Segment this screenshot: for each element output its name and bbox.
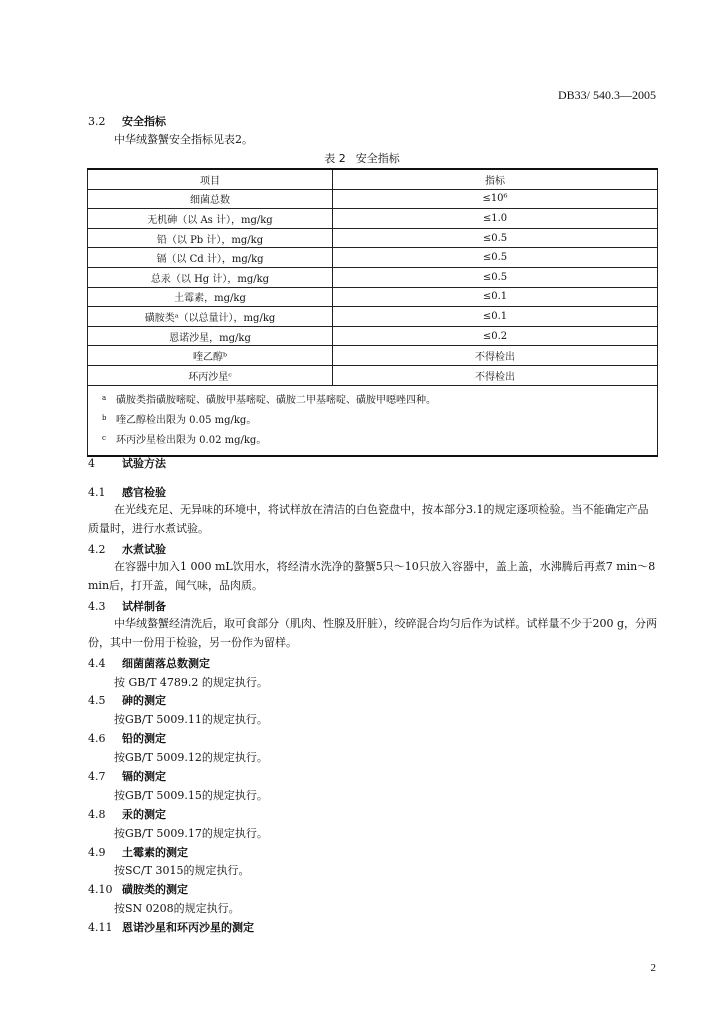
section-heading-4-5 bbox=[88, 692, 166, 708]
section-heading-4-1 bbox=[88, 484, 166, 500]
section-title: 铅的测定 bbox=[122, 732, 166, 745]
table-cell-item: 土霉素，mg/kg bbox=[88, 287, 333, 307]
section-number: 4.8 bbox=[88, 808, 106, 821]
section-number: 4.9 bbox=[88, 846, 106, 859]
section-4-3-text: 中华绒螯蟹经清洗后，取可食部分（肌肉、性腺及肝脏），绞碎混合均匀后作为试样。试样量不少于200 g，分两份，其中一份用于检验，另一份作为留样。 bbox=[88, 617, 658, 649]
table-cell-value: ≤1.0 bbox=[333, 209, 658, 229]
section-number: 4.7 bbox=[88, 770, 106, 783]
footnote-b bbox=[102, 411, 649, 431]
table-row bbox=[88, 209, 658, 229]
section-number: 4.5 bbox=[88, 694, 106, 707]
section-number: 4.10 bbox=[88, 883, 113, 896]
section-4-2-text: 在容器中加入1 000 mL饮用水，将经清水洗净的螯蟹5只～10只放入容器中，盖上盖，水沸腾后再煮7 min～8 min后，打开盖，闻气味，品肉质。 bbox=[88, 560, 656, 592]
footnote-text: 环丙沙星检出限为 0.02 mg/kg。 bbox=[116, 434, 267, 446]
table-row bbox=[88, 189, 658, 209]
section-title: 安全指标 bbox=[122, 115, 166, 128]
footnote-mark: a bbox=[102, 393, 107, 402]
footnote-a bbox=[102, 391, 649, 411]
table-cell-item: 无机砷（以 As 计），mg/kg bbox=[88, 209, 333, 229]
table-cell-value: ≤0.5 bbox=[333, 248, 658, 268]
section-number: 4.3 bbox=[88, 600, 106, 613]
table-cell-item: 恩诺沙星，mg/kg bbox=[88, 326, 333, 346]
column-header-item: 项目 bbox=[88, 169, 333, 189]
table-cell-item: 铅（以 Pb 计），mg/kg bbox=[88, 228, 333, 248]
section-title: 试样制备 bbox=[122, 600, 166, 613]
section-heading-4-3 bbox=[88, 598, 166, 614]
table-cell-item: 环丙沙星ᶜ bbox=[88, 365, 333, 385]
table-footnotes bbox=[88, 385, 658, 456]
table-caption bbox=[0, 150, 724, 166]
section-4-10-text: 按SN 0208的规定执行。 bbox=[114, 902, 240, 915]
table-footnote-row bbox=[88, 385, 658, 456]
table-cell-value: ≤0.5 bbox=[333, 228, 658, 248]
table-row bbox=[88, 228, 658, 248]
section-number: 4.2 bbox=[88, 543, 106, 556]
table-row bbox=[88, 346, 658, 366]
table-row bbox=[88, 326, 658, 346]
footnote-mark: c bbox=[102, 433, 106, 442]
section-heading-3-2 bbox=[88, 113, 166, 129]
section-4-9-text: 按SC/T 3015的规定执行。 bbox=[114, 864, 250, 877]
safety-indicator-table bbox=[87, 168, 658, 457]
table-cell-item: 细菌总数 bbox=[88, 189, 333, 209]
section-title: 细菌菌落总数测定 bbox=[122, 657, 210, 670]
section-4-5-text: 按GB/T 5009.11的规定执行。 bbox=[114, 713, 268, 726]
section-title: 磺胺类的测定 bbox=[122, 883, 188, 896]
section-title: 感官检验 bbox=[122, 486, 166, 499]
section-4-4-text: 按 GB/T 4789.2 的规定执行。 bbox=[114, 676, 268, 689]
section-title: 砷的测定 bbox=[122, 694, 166, 707]
table-cell-value: ≤0.1 bbox=[333, 287, 658, 307]
section-heading-4-8 bbox=[88, 806, 166, 822]
section-number: 4.1 bbox=[88, 486, 106, 499]
table-row bbox=[88, 365, 658, 385]
section-number: 4.4 bbox=[88, 657, 106, 670]
section-4-8-text: 按GB/T 5009.17的规定执行。 bbox=[114, 827, 268, 840]
footnote-text: 喹乙醇检出限为 0.05 mg/kg。 bbox=[116, 414, 257, 426]
section-4-7-text: 按GB/T 5009.15的规定执行。 bbox=[114, 789, 268, 802]
table-cell-value: 不得检出 bbox=[333, 346, 658, 366]
section-number: 4 bbox=[88, 457, 95, 470]
table-cell-value: 不得检出 bbox=[333, 365, 658, 385]
table-caption-number: 表 2 bbox=[324, 152, 346, 165]
table-cell-item: 镉（以 Cd 计），mg/kg bbox=[88, 248, 333, 268]
table-cell-item: 磺胺类ᵃ（以总量计），mg/kg bbox=[88, 307, 333, 327]
page-number: 2 bbox=[650, 962, 656, 974]
section-number: 4.6 bbox=[88, 732, 106, 745]
table-cell-value: ≤0.5 bbox=[333, 267, 658, 287]
table-row bbox=[88, 267, 658, 287]
section-heading-4-10 bbox=[88, 881, 188, 897]
section-heading-4-11 bbox=[88, 919, 254, 935]
table-caption-title: 安全指标 bbox=[355, 152, 400, 165]
section-4-6-text: 按GB/T 5009.12的规定执行。 bbox=[114, 751, 268, 764]
table-cell-value: ≤0.2 bbox=[333, 326, 658, 346]
footnote-text: 磺胺类指磺胺嘧啶、磺胺甲基嘧啶、磺胺二甲基嘧啶、磺胺甲噁唑四种。 bbox=[116, 394, 436, 406]
table-row bbox=[88, 287, 658, 307]
section-heading-4-7 bbox=[88, 768, 166, 784]
table-header-row bbox=[88, 169, 658, 189]
section-title: 试验方法 bbox=[122, 457, 166, 470]
column-header-value: 指标 bbox=[333, 169, 658, 189]
table-cell-item: 总汞（以 Hg 计），mg/kg bbox=[88, 267, 333, 287]
section-heading-4-4 bbox=[88, 655, 210, 671]
section-heading-4 bbox=[88, 455, 166, 471]
table-cell-value: ≤0.1 bbox=[333, 307, 658, 327]
footnote-c bbox=[102, 431, 649, 451]
section-heading-4-9 bbox=[88, 844, 188, 860]
table-cell-item: 喹乙醇ᵇ bbox=[88, 346, 333, 366]
document-number: DB33/ 540.3—2005 bbox=[557, 88, 656, 102]
section-4-1-text: 在光线充足、无异味的环境中，将试样放在清洁的白色瓷盘中，按本部分3.1的规定逐项检验。当不能确定产品质量时，进行水煮试验。 bbox=[88, 503, 649, 535]
section-intro: 中华绒螯蟹安全指标见表2。 bbox=[114, 133, 253, 146]
table-cell-value: ≤10⁶ bbox=[333, 189, 658, 209]
footnote-mark: b bbox=[102, 413, 107, 422]
section-heading-4-6 bbox=[88, 730, 166, 746]
section-title: 土霉素的测定 bbox=[122, 846, 188, 859]
section-title: 恩诺沙星和环丙沙星的测定 bbox=[122, 921, 254, 934]
section-number: 3.2 bbox=[88, 115, 106, 128]
section-number: 4.11 bbox=[88, 921, 113, 934]
section-heading-4-2 bbox=[88, 541, 166, 557]
section-title: 水煮试验 bbox=[122, 543, 166, 556]
table-row bbox=[88, 248, 658, 268]
section-title: 镉的测定 bbox=[122, 770, 166, 783]
section-title: 汞的测定 bbox=[122, 808, 166, 821]
table-row bbox=[88, 307, 658, 327]
